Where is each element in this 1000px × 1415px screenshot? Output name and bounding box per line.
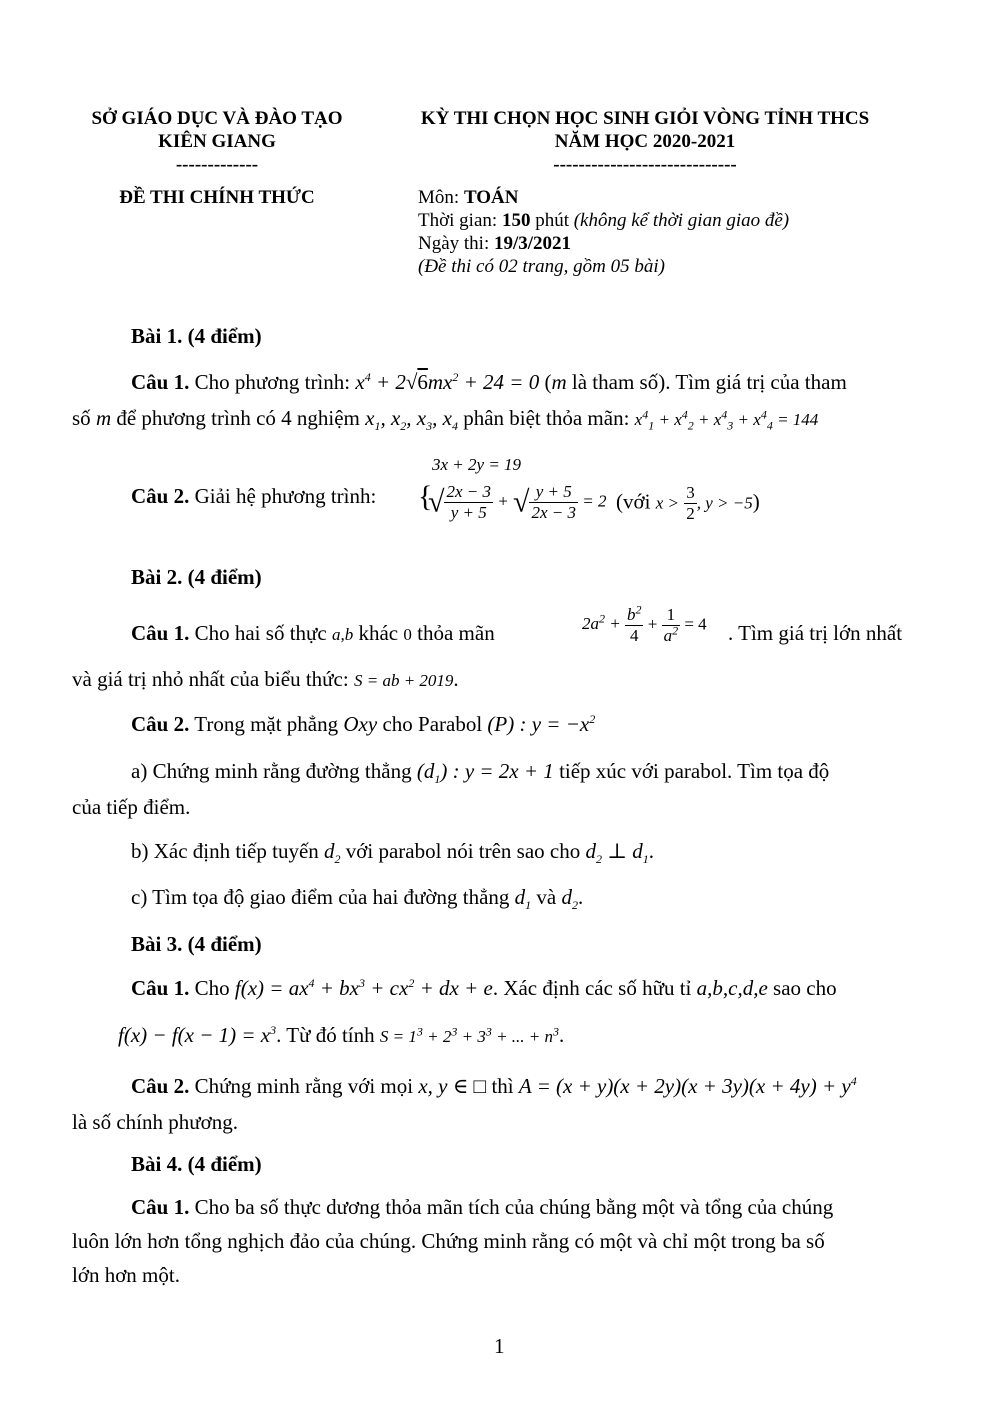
bai4-cau1-line3: lớn hơn một.	[72, 1263, 180, 1287]
exam-info	[418, 186, 789, 278]
bai3-cau2-line2: là số chính phương.	[72, 1110, 238, 1134]
bai2-cau1-tail: . Tìm giá trị lớn nhất	[728, 621, 903, 645]
bai2-part-c: c) Tìm tọa độ giao điểm của hai đường thẳng $d_1$ và $d_2$.	[131, 885, 584, 913]
bai3-title: Bài 3. (4 điểm)	[131, 932, 262, 956]
right-divider: -----------------------------	[553, 154, 737, 175]
date-value: 19/3/2021	[494, 233, 572, 254]
bai3-cau1-line2: $f(x) - f(x - 1) = x^3$. Từ đó tính $S = 1^3 + 2^3 + 3^3$ + ... + $n^3$.	[118, 1023, 565, 1047]
time-value: 150	[501, 210, 531, 231]
system-brace: {	[418, 480, 433, 513]
bai4-cau1-line2: luôn lớn hơn tổng nghịch đảo của chúng. Chứng minh rằng có một và chỉ một trong ba số	[72, 1229, 825, 1253]
equation-1: $x^4 + 2√6mx^2 + 24 = 0$	[355, 370, 540, 394]
official-label: ĐỀ THI CHÍNH THỨC	[119, 187, 315, 208]
bai1-cau1-line1: Câu 1. Cho phương trình: $x^4 + 2√6mx^2 + 24 = 0$ (m là tham số). Tìm giá trị của tham	[131, 370, 847, 394]
bai2-part-a-line2: của tiếp điểm.	[72, 795, 191, 819]
bai2-part-a-line1: a) Chứng minh rằng đường thẳng $(d_1)$ : y = 2x + 1 tiếp xúc với parabol. Tìm tọa độ	[131, 759, 830, 787]
bai3-cau2-line1: Câu 2. Chứng minh rằng với mọi x, y ∈ □ thì $A = (x + y)(x + 2y)(x + 3y)(x + 4y) + y^4$	[131, 1074, 857, 1098]
bai2-cau1-line1: Câu 1. Cho hai số thực a,b khác 0 thỏa mãn	[131, 621, 495, 645]
pages-note: (Đề thi có 02 trang, gồm 05 bài)	[418, 256, 665, 277]
condition-144: $x^4_1 + x^4_2 + x^4_3 + x^4_4 = 144$	[634, 407, 819, 433]
time-line: Thời gian: 150 phút (không kể thời gian giao đề)	[418, 210, 790, 231]
bai2-cau1-line2: và giá trị nhỏ nhất của biểu thức: S = ab + 2019.	[72, 667, 459, 691]
subject-line: Môn: TOÁN	[418, 187, 519, 208]
bai4-cau1-line1: Câu 1. Cho ba số thực dương thỏa mãn tích của chúng bằng một và tổng của chúng	[131, 1195, 834, 1219]
exam-header	[395, 107, 895, 176]
bai2-part-b: b) Xác định tiếp tuyến $d_2$ với parabol nói trên sao cho $d_2$ ⊥ $d_1$.	[131, 839, 654, 867]
bai1-title: Bài 1. (4 điểm)	[131, 324, 262, 348]
bai3-cau1-line1: Câu 1. Cho $f(x) = ax^4 + bx^3 + cx^2$ + dx + e. Xác định các số hữu tỉ a,b,c,d,e sao cho	[131, 976, 837, 1000]
left-divider: -------------	[175, 154, 259, 175]
subject-value: TOÁN	[463, 187, 519, 208]
bai2-title: Bài 2. (4 điểm)	[131, 565, 262, 589]
system-eq2: √ $\frac{2x - 3}{y + 5}$ + √ $\frac{y + 5}{2x - 3}$ = 2	[428, 482, 607, 522]
province-name: KIÊN GIANG	[158, 131, 276, 152]
roots: $x_1$, $x_2$, $x_3$, $x_4$	[365, 406, 458, 434]
bai1-cau1-line2: số m để phương trình có 4 nghiệm $x_1$, $x_2$, $x_3$, $x_4$ phân biệt thỏa mãn: $x^4_1 + x^4_2 + x^4_3 + x^4_4 = 144$	[72, 406, 819, 434]
system-eq1: 3x + 2y = 19	[432, 455, 522, 474]
bai2-cau2: Câu 2. Trong mặt phẳng Oxy cho Parabol (P) : $y = -x^2$	[131, 712, 596, 736]
department-name: SỞ GIÁO DỤC VÀ ĐÀO TẠO	[91, 108, 343, 129]
bai2-constraint: $2a^2$ + $\frac{b^2}{4}$ + $\frac{1}{a^2}$ = 4	[582, 602, 707, 645]
time-note: (không kể thời gian giao đề)	[573, 210, 790, 231]
system-condition: (với x > $\frac{3}{2}$ , y > −5)	[616, 483, 760, 523]
school-year: NĂM HỌC 2020-2021	[554, 131, 736, 152]
exam-title: KỲ THI CHỌN HỌC SINH GIỎI VÒNG TỈNH THCS	[420, 108, 870, 129]
bai4-title: Bài 4. (4 điểm)	[131, 1152, 262, 1176]
date-line: Ngày thi: 19/3/2021	[418, 233, 572, 254]
page-number: 1	[494, 1334, 505, 1358]
department-header	[62, 107, 372, 176]
bai1-cau2: Câu 2. Giải hệ phương trình:	[131, 484, 377, 508]
